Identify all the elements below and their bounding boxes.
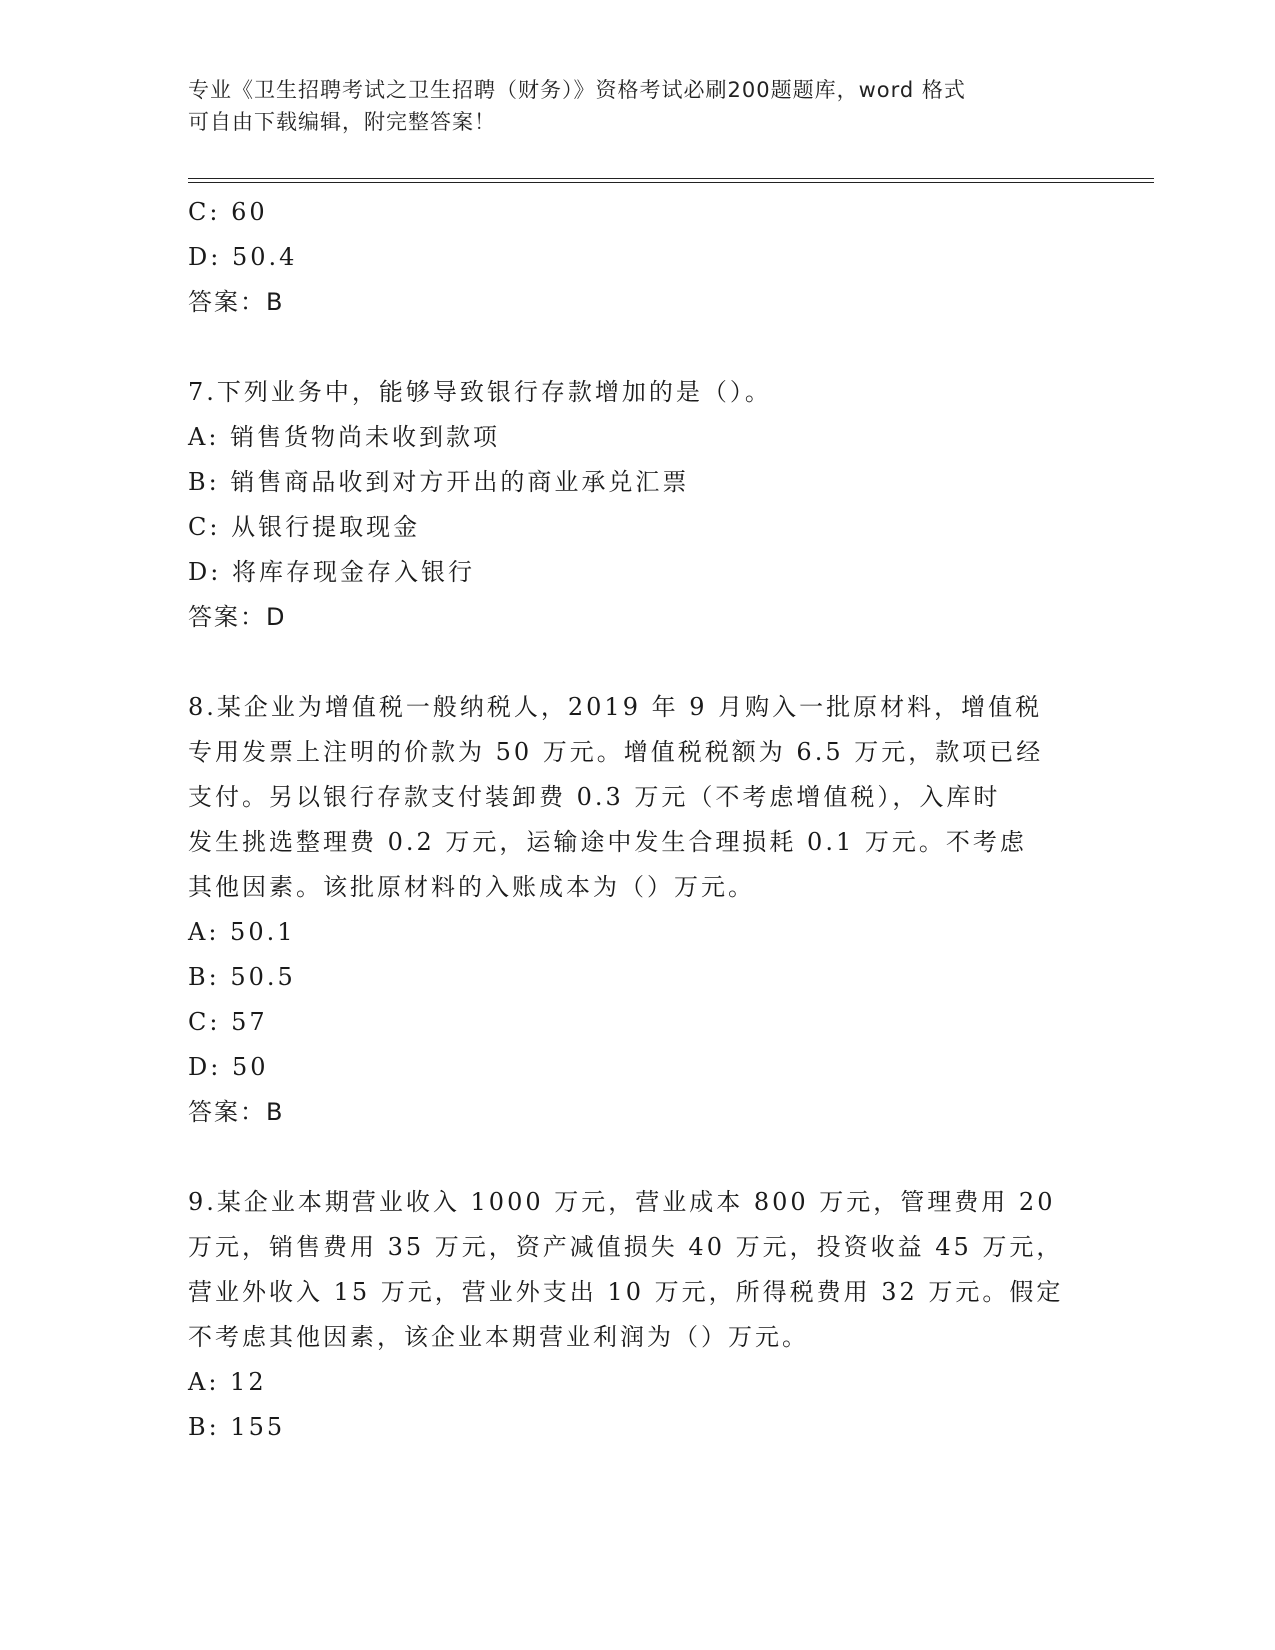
question-8 <box>188 685 1088 1135</box>
question-stem-line: 8.某企业为增值税一般纳税人，2019 年 9 月购入一批原材料，增值税 <box>188 693 1043 721</box>
question-stem-line: 专用发票上注明的价款为 50 万元。增值税税额为 6.5 万元，款项已经 <box>188 738 1044 766</box>
question-stem-line: 9.某企业本期营业收入 1000 万元，营业成本 800 万元，管理费用 20 <box>188 1188 1056 1216</box>
option-c: C: 从银行提取现金 <box>188 513 421 541</box>
option-b: B: 销售商品收到对方开出的商业承兑汇票 <box>188 468 690 496</box>
answer-line: 答案：D <box>188 603 287 631</box>
spacer <box>188 1135 1088 1180</box>
option-d: D: 50.4 <box>188 243 298 271</box>
spacer <box>188 640 1088 685</box>
question-stem-line: 万元，销售费用 35 万元，资产减值损失 40 万元，投资收益 45 万元， <box>188 1233 1064 1261</box>
option-c: C: 60 <box>188 198 268 226</box>
option-d: D: 将库存现金存入银行 <box>188 558 475 586</box>
option-c: C: 57 <box>188 1008 268 1036</box>
option-a: A: 50.1 <box>188 918 296 946</box>
page-header <box>188 74 1088 138</box>
header-divider <box>188 178 1154 183</box>
answer-line: 答案：B <box>188 1098 285 1126</box>
question-7 <box>188 370 1088 640</box>
option-b: B: 50.5 <box>188 963 296 991</box>
option-d: D: 50 <box>188 1053 269 1081</box>
question-stem-line: 发生挑选整理费 0.2 万元，运输途中发生合理损耗 0.1 万元。不考虑 <box>188 828 1027 856</box>
option-a: A: 12 <box>188 1368 267 1396</box>
spacer <box>188 325 1088 370</box>
option-a: A: 销售货物尚未收到款项 <box>188 423 501 451</box>
header-title-line-1: 专业《卫生招聘考试之卫生招聘（财务）》资格考试必刷200题题库，word 格式 <box>188 78 966 102</box>
header-title-line-2: 可自由下载编辑，附完整答案！ <box>188 110 496 134</box>
question-9 <box>188 1180 1088 1450</box>
question-content <box>188 190 1088 1450</box>
question-stem-line: 不考虑其他因素，该企业本期营业利润为（）万元。 <box>188 1323 809 1351</box>
previous-question-tail <box>188 190 1088 325</box>
question-stem: 7.下列业务中，能够导致银行存款增加的是（）。 <box>188 378 772 406</box>
question-stem-line: 支付。另以银行存款支付装卸费 0.3 万元（不考虑增值税），入库时 <box>188 783 1001 811</box>
answer-line: 答案：B <box>188 288 285 316</box>
question-stem-line: 营业外收入 15 万元，营业外支出 10 万元，所得税费用 32 万元。假定 <box>188 1278 1064 1306</box>
question-stem-line: 其他因素。该批原材料的入账成本为（）万元。 <box>188 873 755 901</box>
option-b: B: 155 <box>188 1413 286 1441</box>
